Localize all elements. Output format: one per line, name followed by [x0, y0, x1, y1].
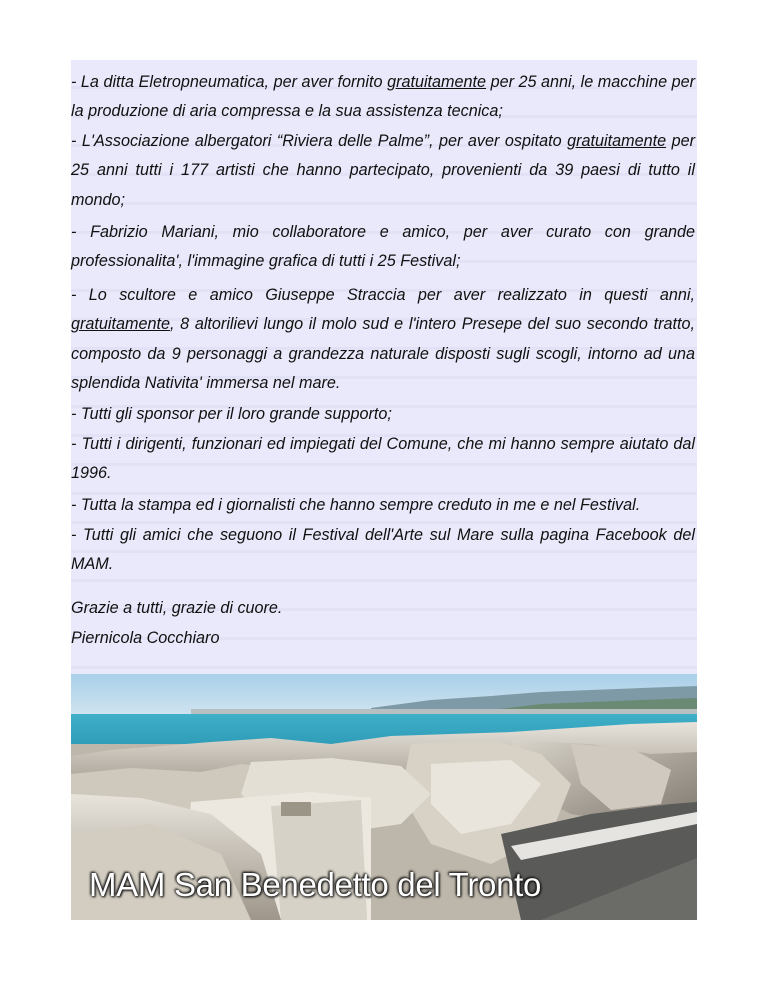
- text-segment: - Lo scultore e amico Giuseppe Straccia per aver realizzato in questi anni,: [71, 286, 695, 304]
- text-segment: - L'Associazione albergatori “Riviera delle Palme”, per aver ospitato: [71, 132, 568, 150]
- thanks-item-albergatori: [71, 127, 695, 215]
- thanks-item-mariani: - Fabrizio Mariani, mio collaboratore e amico, per aver curato con grande professionalita', l'immagine grafica di tutti i 25 Festival;: [71, 223, 695, 271]
- underlined-word: gratuitamente: [387, 73, 487, 91]
- closing-thanks: Grazie a tutti, grazie di cuore.: [71, 599, 283, 617]
- thanks-item-stampa: - Tutta la stampa ed i giornalisti che hanno sempre creduto in me e nel Festival.: [71, 496, 641, 514]
- thanks-item-amici: - Tutti gli amici che seguono il Festival dell'Arte sul Mare sulla pagina Facebook del MAM.: [71, 526, 695, 574]
- text-segment: per 25 anni tutti i 177 artisti che hanno partecipato, provenienti da 39 paesi di tutto il mondo;: [71, 132, 695, 209]
- photo-caption: MAM San Benedetto del Tronto: [89, 866, 542, 903]
- thanks-item-sponsor: - Tutti gli sponsor per il loro grande supporto;: [71, 405, 392, 423]
- text-segment: - La ditta Eletropneumatica, per aver fornito: [71, 73, 388, 91]
- thanks-item-comune: - Tutti i dirigenti, funzionari ed impiegati del Comune, che mi hanno sempre aiutato dal 1996.: [71, 435, 695, 483]
- text-segment: per 25 anni, le macchine per la produzione di aria compressa e la sua assistenza tecnica;: [71, 73, 696, 121]
- thanks-item-eletropneumatica: [71, 68, 695, 127]
- signature: Piernicola Cocchiaro: [71, 629, 220, 647]
- photo-mam-pier: [71, 674, 697, 920]
- underlined-word: gratuitamente: [71, 315, 170, 334]
- underlined-word: gratuitamente: [567, 132, 667, 150]
- text-segment: , 8 altorilievi lungo il molo sud e l'intero Presepe del suo secondo tratto, composto da 9 personaggi a grandezza naturale disposti sugli scogli, intorno ad una splendida Nativita' immersa nel mare.: [71, 315, 695, 392]
- thanks-item-straccia: [71, 281, 695, 398]
